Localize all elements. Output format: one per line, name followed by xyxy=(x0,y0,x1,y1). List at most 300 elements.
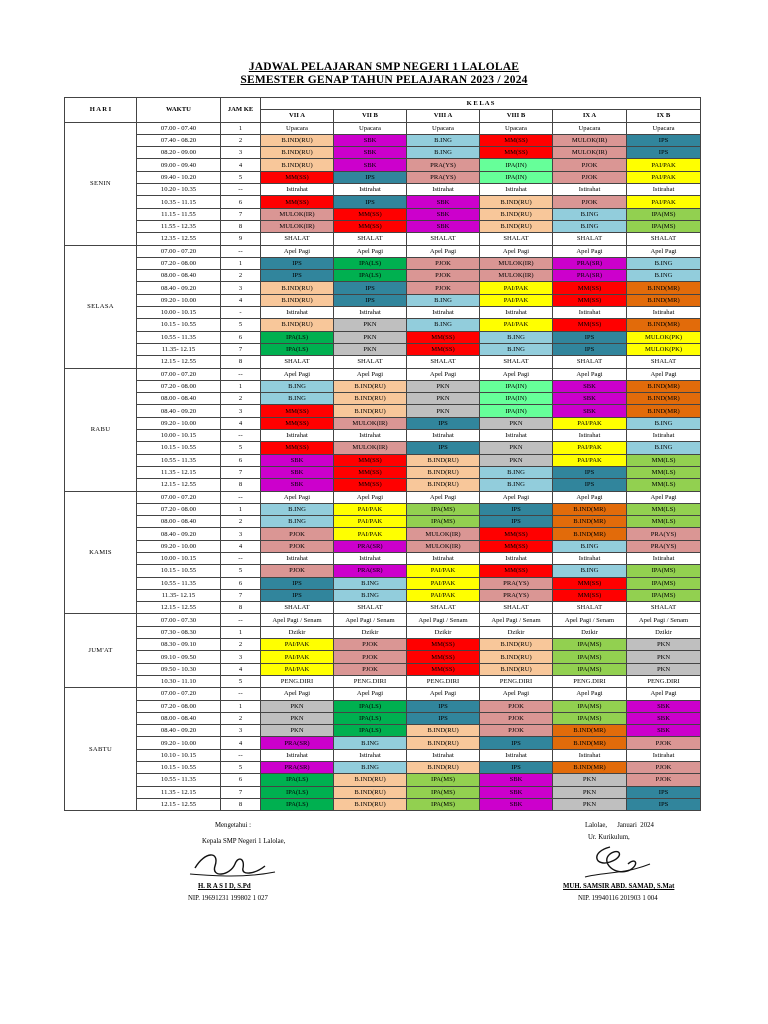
table-row xyxy=(65,565,701,577)
subject-cell: IPS xyxy=(334,171,407,183)
subject-cell: IPS xyxy=(627,134,701,146)
period-cell: 2 xyxy=(221,516,261,528)
period-cell: 5 xyxy=(221,762,261,774)
subject-cell: MM(SS) xyxy=(334,454,407,466)
time-cell: 10.15 - 10.55 xyxy=(137,442,221,454)
subject-cell: IPA(IN) xyxy=(480,380,553,392)
subject-cell: B.ING xyxy=(334,737,407,749)
subject-cell: PENG.DIRI xyxy=(407,675,480,687)
subject-cell: SHALAT xyxy=(334,356,407,368)
subject-cell: IPA(MS) xyxy=(553,700,627,712)
class-header-ix-a: IX A xyxy=(553,110,627,122)
subject-cell: IPA(LS) xyxy=(334,712,407,724)
subject-cell: IPA(MS) xyxy=(553,663,627,675)
subject-cell: PKN xyxy=(480,454,553,466)
subject-cell: Istirahat xyxy=(334,184,407,196)
subject-cell: PJOK xyxy=(407,282,480,294)
time-cell: 08.00 - 08.40 xyxy=(137,516,221,528)
subject-cell: Apel Pagi / Senam xyxy=(334,614,407,626)
table-row xyxy=(65,675,701,687)
subject-cell: Apel Pagi xyxy=(261,491,334,503)
subject-cell: PKN xyxy=(261,725,334,737)
time-cell: 08.40 - 09.20 xyxy=(137,725,221,737)
table-row xyxy=(65,294,701,306)
table-row xyxy=(65,589,701,601)
subject-cell: MM(SS) xyxy=(480,134,553,146)
subject-cell: MULOK(IR) xyxy=(480,257,553,269)
subject-cell: MM(SS) xyxy=(480,147,553,159)
subject-cell: Dzikir xyxy=(334,626,407,638)
subject-cell: Istirahat xyxy=(334,430,407,442)
subject-cell: IPS xyxy=(334,196,407,208)
subject-cell: B.IND(MR) xyxy=(553,503,627,515)
kurikulum-signature xyxy=(580,842,660,887)
subject-cell: MULOK(PK) xyxy=(627,331,701,343)
subject-cell: PJOK xyxy=(480,725,553,737)
time-cell: 11.35- 12.15 xyxy=(137,589,221,601)
subject-cell: MULOK(IR) xyxy=(334,442,407,454)
subject-cell: PRA(YS) xyxy=(407,171,480,183)
table-row xyxy=(65,380,701,392)
schedule-table xyxy=(64,97,701,811)
subject-cell: IPA(LS) xyxy=(261,786,334,798)
subject-cell: SBK xyxy=(261,479,334,491)
subject-cell: B.ING xyxy=(480,479,553,491)
subject-cell: Apel Pagi / Senam xyxy=(480,614,553,626)
subject-cell: Upacara xyxy=(553,122,627,134)
day-label: RABU xyxy=(65,368,137,491)
subject-cell: SBK xyxy=(480,774,553,786)
period-cell: 3 xyxy=(221,282,261,294)
subject-cell: B.IND(RU) xyxy=(480,208,553,220)
subject-cell: IPA(LS) xyxy=(261,343,334,355)
day-label: KAMIS xyxy=(65,491,137,614)
subject-cell: IPS xyxy=(553,343,627,355)
subject-cell: B.ING xyxy=(261,503,334,515)
subject-cell: SHALAT xyxy=(480,356,553,368)
time-cell: 08.00 - 08.40 xyxy=(137,393,221,405)
subject-cell: SHALAT xyxy=(627,356,701,368)
subject-cell: IPS xyxy=(480,762,553,774)
subject-cell: IPS xyxy=(480,737,553,749)
subject-cell: MULOK(IR) xyxy=(553,147,627,159)
subject-cell: MM(SS) xyxy=(553,577,627,589)
table-row xyxy=(65,134,701,146)
period-cell: -- xyxy=(221,430,261,442)
time-cell: 10.20 - 10.35 xyxy=(137,184,221,196)
subject-cell: B.IND(RU) xyxy=(261,294,334,306)
subject-cell: Istirahat xyxy=(407,749,480,761)
subject-cell: SBK xyxy=(480,798,553,810)
subject-cell: PJOK xyxy=(553,159,627,171)
subject-cell: IPS xyxy=(334,294,407,306)
time-cell: 12.15 - 12.55 xyxy=(137,356,221,368)
subject-cell: PKN xyxy=(480,442,553,454)
subject-cell: IPA(MS) xyxy=(627,220,701,232)
subject-cell: SBK xyxy=(407,208,480,220)
subject-cell: PJOK xyxy=(553,171,627,183)
subject-cell: PENG.DIRI xyxy=(553,675,627,687)
subject-cell: IPS xyxy=(261,577,334,589)
subject-cell: PRA(YS) xyxy=(627,540,701,552)
subject-cell: MULOK(IR) xyxy=(261,220,334,232)
subject-cell: MM(SS) xyxy=(553,294,627,306)
subject-cell: Istirahat xyxy=(553,184,627,196)
subject-cell: MM(LS) xyxy=(627,503,701,515)
subject-cell: B.IND(RU) xyxy=(261,147,334,159)
subject-cell: B.ING xyxy=(407,147,480,159)
subject-cell: Apel Pagi xyxy=(261,688,334,700)
table-row xyxy=(65,786,701,798)
subject-cell: MM(SS) xyxy=(553,319,627,331)
day-label: JUM'AT xyxy=(65,614,137,688)
subject-cell: B.IND(MR) xyxy=(627,405,701,417)
subject-cell: B.ING xyxy=(627,257,701,269)
subject-cell: IPA(LS) xyxy=(261,331,334,343)
table-row xyxy=(65,417,701,429)
time-cell: 08.40 - 09.20 xyxy=(137,282,221,294)
day-label: SELASA xyxy=(65,245,137,368)
subject-cell: B.IND(RU) xyxy=(334,774,407,786)
subject-cell: B.IND(RU) xyxy=(480,220,553,232)
table-row xyxy=(65,343,701,355)
subject-cell: PJOK xyxy=(334,663,407,675)
subject-cell: B.IND(RU) xyxy=(480,651,553,663)
subject-cell: IPS xyxy=(553,479,627,491)
day-label: SENIN xyxy=(65,122,137,245)
subject-cell: Istirahat xyxy=(261,430,334,442)
subject-cell: MULOK(IR) xyxy=(553,134,627,146)
table-row xyxy=(65,196,701,208)
subject-cell: Apel Pagi xyxy=(334,368,407,380)
subject-cell: B.ING xyxy=(553,540,627,552)
subject-cell: IPA(LS) xyxy=(334,270,407,282)
class-header-viii-b: VIII B xyxy=(480,110,553,122)
subject-cell: PJOK xyxy=(334,639,407,651)
subject-cell: B.ING xyxy=(334,577,407,589)
time-cell: 09.20 - 10.00 xyxy=(137,737,221,749)
time-cell: 09.40 - 10.20 xyxy=(137,171,221,183)
subject-cell: Istirahat xyxy=(334,307,407,319)
subject-cell: SBK xyxy=(553,405,627,417)
time-cell: 08.00 - 08.40 xyxy=(137,712,221,724)
subject-cell: SBK xyxy=(334,147,407,159)
subject-cell: Dzikir xyxy=(407,626,480,638)
table-row xyxy=(65,147,701,159)
subject-cell: Apel Pagi / Senam xyxy=(553,614,627,626)
kepsek-signature xyxy=(175,846,285,886)
subject-cell: SHALAT xyxy=(407,356,480,368)
subject-cell: MM(SS) xyxy=(407,343,480,355)
subject-cell: PKN xyxy=(261,712,334,724)
subject-cell: SBK xyxy=(407,196,480,208)
subject-cell: PRA(YS) xyxy=(627,528,701,540)
subject-cell: SHALAT xyxy=(627,602,701,614)
period-cell: -- xyxy=(221,614,261,626)
kepsek-nip: NIP. 19691231 199802 1 027 xyxy=(188,895,268,902)
subject-cell: PRA(SR) xyxy=(334,540,407,552)
table-row xyxy=(65,626,701,638)
subject-cell: SHALAT xyxy=(334,602,407,614)
time-cell: 10.55 - 11.35 xyxy=(137,774,221,786)
table-row xyxy=(65,405,701,417)
class-header-ix-b: IX B xyxy=(627,110,701,122)
subject-cell: Istirahat xyxy=(261,307,334,319)
table-row xyxy=(65,749,701,761)
subject-cell: PKN xyxy=(261,700,334,712)
time-cell: 08.30 - 09.10 xyxy=(137,639,221,651)
period-cell: -- xyxy=(221,491,261,503)
time-cell: 08.40 - 09.20 xyxy=(137,528,221,540)
period-cell: 3 xyxy=(221,528,261,540)
subject-cell: B.ING xyxy=(627,417,701,429)
subject-cell: B.ING xyxy=(627,442,701,454)
subject-cell: B.ING xyxy=(480,331,553,343)
period-cell: 9 xyxy=(221,233,261,245)
subject-cell: B.IND(MR) xyxy=(553,762,627,774)
subject-cell: B.IND(RU) xyxy=(261,282,334,294)
subject-cell: PKN xyxy=(334,343,407,355)
subject-cell: SHALAT xyxy=(261,233,334,245)
time-cell: 10.35 - 11.15 xyxy=(137,196,221,208)
table-row xyxy=(65,220,701,232)
subject-cell: Apel Pagi xyxy=(480,688,553,700)
subject-cell: MULOK(IR) xyxy=(334,417,407,429)
subject-cell: Dzikir xyxy=(480,626,553,638)
subject-cell: MM(SS) xyxy=(334,479,407,491)
period-cell: 6 xyxy=(221,331,261,343)
subject-cell: PENG.DIRI xyxy=(627,675,701,687)
subject-cell: PJOK xyxy=(553,196,627,208)
subject-cell: PENG.DIRI xyxy=(480,675,553,687)
subject-cell: Apel Pagi xyxy=(334,491,407,503)
subject-cell: SBK xyxy=(627,712,701,724)
subject-cell: MM(SS) xyxy=(407,651,480,663)
subject-cell: MM(SS) xyxy=(334,220,407,232)
subject-cell: PKN xyxy=(407,405,480,417)
table-row xyxy=(65,528,701,540)
subject-cell: Apel Pagi xyxy=(627,245,701,257)
subject-cell: B.ING xyxy=(480,343,553,355)
table-row xyxy=(65,602,701,614)
subject-cell: B.IND(RU) xyxy=(480,639,553,651)
time-cell: 10.15 - 10.55 xyxy=(137,319,221,331)
time-cell: 09.10 - 09.50 xyxy=(137,651,221,663)
subject-cell: B.ING xyxy=(407,294,480,306)
period-cell: 5 xyxy=(221,319,261,331)
time-cell: 10.55 - 11.35 xyxy=(137,577,221,589)
subject-cell: SBK xyxy=(261,466,334,478)
time-cell: 10.10 - 10.15 xyxy=(137,749,221,761)
subject-cell: Upacara xyxy=(480,122,553,134)
time-cell: 08.40 - 09.20 xyxy=(137,405,221,417)
subject-cell: PJOK xyxy=(407,270,480,282)
subject-cell: MULOK(IR) xyxy=(407,528,480,540)
time-cell: 10.15 - 10.55 xyxy=(137,762,221,774)
subject-cell: MM(SS) xyxy=(261,442,334,454)
subject-cell: B.ING xyxy=(261,393,334,405)
time-cell: 08.20 - 09.00 xyxy=(137,147,221,159)
subject-cell: Istirahat xyxy=(480,749,553,761)
subject-cell: B.IND(RU) xyxy=(334,798,407,810)
time-cell: 07.00 - 07.30 xyxy=(137,614,221,626)
subject-cell: Istirahat xyxy=(407,430,480,442)
subject-cell: PRA(YS) xyxy=(407,159,480,171)
table-row xyxy=(65,479,701,491)
period-cell: 5 xyxy=(221,171,261,183)
subject-cell: Apel Pagi xyxy=(407,245,480,257)
subject-cell: IPA(MS) xyxy=(627,589,701,601)
subject-cell: IPA(MS) xyxy=(407,798,480,810)
subject-cell: PENG.DIRI xyxy=(334,675,407,687)
subject-cell: PKN xyxy=(627,651,701,663)
subject-cell: Apel Pagi xyxy=(407,368,480,380)
subject-cell: MM(SS) xyxy=(261,405,334,417)
period-cell: 6 xyxy=(221,196,261,208)
subject-cell: Apel Pagi xyxy=(553,491,627,503)
table-row xyxy=(65,159,701,171)
subject-cell: IPS xyxy=(627,786,701,798)
subject-cell: B.IND(RU) xyxy=(334,380,407,392)
subject-cell: Istirahat xyxy=(480,307,553,319)
table-row xyxy=(65,552,701,564)
subject-cell: Apel Pagi / Senam xyxy=(407,614,480,626)
period-cell: 7 xyxy=(221,786,261,798)
table-row xyxy=(65,319,701,331)
period-cell: 7 xyxy=(221,589,261,601)
period-cell: 1 xyxy=(221,503,261,515)
subject-cell: PAI/PAK xyxy=(261,639,334,651)
period-cell: 2 xyxy=(221,393,261,405)
period-cell: 3 xyxy=(221,147,261,159)
header-waktu: WAKTU xyxy=(137,98,221,123)
subject-cell: Apel Pagi xyxy=(480,245,553,257)
subject-cell: SHALAT xyxy=(480,233,553,245)
subject-cell: Istirahat xyxy=(334,552,407,564)
subject-cell: B.IND(RU) xyxy=(334,786,407,798)
subject-cell: B.IND(MR) xyxy=(627,319,701,331)
time-cell: 12.35 - 12.55 xyxy=(137,233,221,245)
subject-cell: MM(SS) xyxy=(334,466,407,478)
period-cell: 3 xyxy=(221,651,261,663)
time-cell: 07.20 - 08.00 xyxy=(137,380,221,392)
period-cell: -- xyxy=(221,245,261,257)
time-cell: 07.00 - 07.20 xyxy=(137,368,221,380)
period-cell: 5 xyxy=(221,675,261,687)
time-cell: 11.35 - 12.15 xyxy=(137,786,221,798)
subject-cell: IPA(LS) xyxy=(261,798,334,810)
table-row xyxy=(65,122,701,134)
subject-cell: Apel Pagi xyxy=(627,491,701,503)
subject-cell: Istirahat xyxy=(553,430,627,442)
period-cell: 3 xyxy=(221,725,261,737)
subject-cell: B.IND(RU) xyxy=(407,466,480,478)
subject-cell: SBK xyxy=(553,393,627,405)
subject-cell: PJOK xyxy=(261,565,334,577)
subject-cell: PENG.DIRI xyxy=(261,675,334,687)
place-date: Lalolae, Januari 2024 xyxy=(585,822,654,829)
table-row xyxy=(65,540,701,552)
subject-cell: PAI/PAK xyxy=(334,528,407,540)
subject-cell: B.ING xyxy=(261,516,334,528)
subject-cell: Istirahat xyxy=(627,552,701,564)
class-header-vii-a: VII A xyxy=(261,110,334,122)
period-cell: 5 xyxy=(221,442,261,454)
time-cell: 11.15 - 11.55 xyxy=(137,208,221,220)
subject-cell: IPA(IN) xyxy=(480,393,553,405)
subject-cell: SBK xyxy=(261,454,334,466)
period-cell: -- xyxy=(221,184,261,196)
table-row xyxy=(65,466,701,478)
subject-cell: B.IND(RU) xyxy=(480,663,553,675)
period-cell: 2 xyxy=(221,639,261,651)
period-cell: 4 xyxy=(221,294,261,306)
subject-cell: SBK xyxy=(627,700,701,712)
subject-cell: MM(LS) xyxy=(627,479,701,491)
period-cell: 6 xyxy=(221,454,261,466)
subject-cell: IPA(LS) xyxy=(334,257,407,269)
subject-cell: MULOK(PK) xyxy=(627,343,701,355)
subject-cell: Istirahat xyxy=(627,307,701,319)
subject-cell: IPA(LS) xyxy=(261,774,334,786)
subject-cell: PAI/PAK xyxy=(627,171,701,183)
subject-cell: PJOK xyxy=(627,737,701,749)
subject-cell: Istirahat xyxy=(480,430,553,442)
subject-cell: PKN xyxy=(553,786,627,798)
period-cell: 3 xyxy=(221,405,261,417)
time-cell: 07.20 - 08.00 xyxy=(137,503,221,515)
header-jam: JAM KE xyxy=(221,98,261,123)
table-row xyxy=(65,356,701,368)
time-cell: 10.15 - 10.55 xyxy=(137,565,221,577)
mengetahui-label: Mengetahui : xyxy=(215,822,252,829)
subject-cell: PAI/PAK xyxy=(627,196,701,208)
period-cell: 2 xyxy=(221,270,261,282)
ur-kurikulum-label: Ur. Kurikulum, xyxy=(588,834,630,841)
subject-cell: B.IND(RU) xyxy=(407,762,480,774)
subject-cell: MM(SS) xyxy=(407,331,480,343)
header-hari: H A R I xyxy=(65,98,137,123)
period-cell: -- xyxy=(221,688,261,700)
subject-cell: B.ING xyxy=(627,270,701,282)
subject-cell: PAI/PAK xyxy=(407,565,480,577)
subject-cell: PRA(SR) xyxy=(553,257,627,269)
table-row xyxy=(65,393,701,405)
subject-cell: IPA(IN) xyxy=(480,171,553,183)
kurikulum-nip: NIP. 19940116 201903 1 004 xyxy=(578,895,658,902)
subject-cell: MM(SS) xyxy=(480,540,553,552)
time-cell: 09.20 - 10.00 xyxy=(137,540,221,552)
table-row xyxy=(65,270,701,282)
title-line-2: SEMESTER GENAP TAHUN PELAJARAN 2023 / 2024 xyxy=(240,74,528,86)
period-cell: 6 xyxy=(221,774,261,786)
title-line-1: JADWAL PELAJARAN SMP NEGERI 1 LALOLAE xyxy=(248,61,520,73)
subject-cell: MM(SS) xyxy=(261,417,334,429)
table-row xyxy=(65,368,701,380)
time-cell: 11.35 - 12.15 xyxy=(137,466,221,478)
period-cell: 6 xyxy=(221,577,261,589)
subject-cell: PKN xyxy=(334,331,407,343)
kurikulum-name: MUH. SAMSIR ABD. SAMAD, S.Mat xyxy=(563,883,675,890)
schedule-body xyxy=(65,122,701,811)
class-header-vii-b: VII B xyxy=(334,110,407,122)
subject-cell: PAI/PAK xyxy=(334,503,407,515)
subject-cell: B.IND(RU) xyxy=(334,393,407,405)
subject-cell: PKN xyxy=(553,774,627,786)
subject-cell: Apel Pagi xyxy=(553,368,627,380)
subject-cell: B.ING xyxy=(553,220,627,232)
subject-cell: PJOK xyxy=(334,651,407,663)
